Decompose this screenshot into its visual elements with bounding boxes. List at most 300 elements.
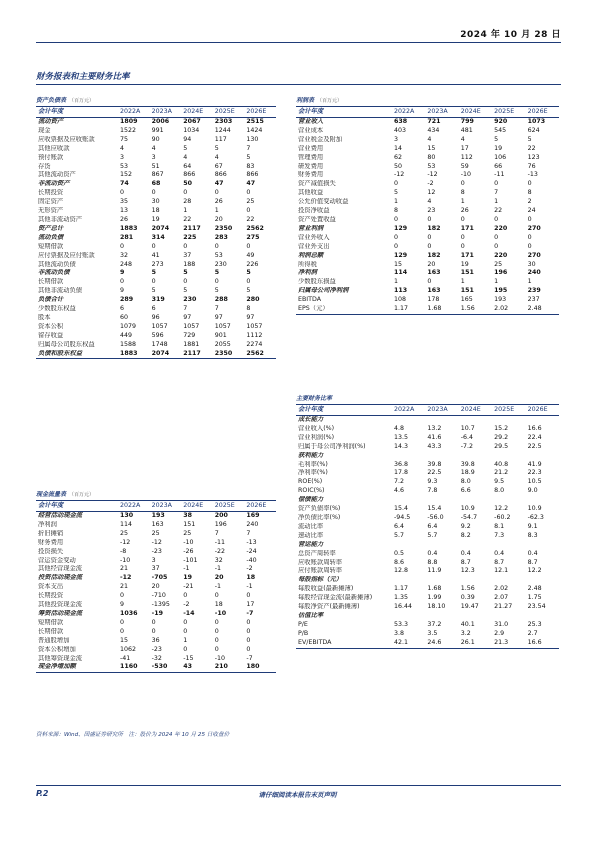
table-row: [36, 154, 276, 163]
row-value: 97: [214, 313, 223, 321]
row-value: 0: [183, 189, 188, 197]
row-label: 长期投资: [38, 189, 64, 197]
row-value: 5: [246, 269, 251, 277]
row-label: 营业外收入: [298, 233, 330, 241]
row-label: 投资净收益: [298, 207, 330, 215]
footer-rule: [36, 785, 561, 786]
table-row: [296, 487, 559, 496]
row-value: [392, 416, 425, 425]
table-row: [36, 234, 276, 243]
column-header-year: 2023A: [425, 107, 458, 118]
row-value: 0: [183, 242, 188, 250]
row-value: 0: [427, 233, 432, 241]
row-value: 31.0: [494, 620, 509, 628]
row-value: 47: [214, 180, 224, 188]
row-value: 449: [120, 331, 133, 339]
row-label: 营业收入: [298, 118, 324, 125]
row-value: 8.7: [460, 558, 471, 566]
row-value: 0: [246, 645, 251, 653]
row-label: P/B: [298, 629, 309, 637]
row-label: 长期借款: [38, 278, 64, 286]
row-value: -13: [246, 538, 257, 546]
table-row: [36, 287, 276, 296]
row-value: 1883: [120, 224, 138, 232]
row-value: -1: [183, 565, 190, 573]
table-row: [296, 496, 559, 505]
row-label: 每股指标（元）: [298, 576, 343, 584]
row-value: [425, 452, 458, 461]
row-label: 短期借款: [38, 242, 64, 250]
balance-sheet-panel: [36, 96, 276, 359]
row-value: 67: [214, 162, 223, 170]
row-value: 8.6: [394, 558, 405, 566]
column-header-year: 2022A: [392, 405, 425, 416]
row-value: [392, 612, 425, 621]
row-value: 106: [494, 153, 507, 161]
row-value: 0: [427, 278, 432, 286]
table-row: [36, 663, 276, 672]
row-value: 6.4: [394, 522, 405, 530]
row-value: 49: [246, 251, 255, 259]
row-value: 4.6: [394, 487, 405, 495]
row-value: 21.3: [492, 639, 525, 648]
row-value: 1057: [214, 322, 231, 330]
table-row: [296, 603, 559, 612]
row-value: 0: [460, 215, 465, 223]
row-value: 53: [427, 162, 436, 170]
row-value: 43: [181, 663, 213, 672]
row-value: [425, 496, 458, 505]
row-value: 15.4: [427, 505, 442, 513]
row-label: 获利能力: [298, 451, 324, 459]
column-header-year: 2026E: [244, 107, 276, 118]
row-value: [425, 576, 458, 585]
table-row: [36, 583, 276, 592]
row-value: 196: [494, 269, 508, 277]
table-row: [36, 207, 276, 216]
table-row: [36, 332, 276, 341]
table-row: [296, 576, 559, 585]
row-value: 25: [151, 529, 160, 537]
row-value: 152: [120, 171, 133, 179]
table-row: [296, 118, 559, 127]
row-label: 股本: [38, 313, 51, 321]
row-value: 9: [120, 601, 125, 609]
row-label: 净利率(%): [298, 469, 328, 477]
row-label: 净利润: [38, 520, 57, 528]
row-value: 21: [120, 565, 129, 573]
row-label: 无形资产: [38, 207, 64, 215]
row-value: 0.4: [494, 549, 505, 557]
row-label: 其他投资现金流: [38, 601, 83, 609]
table-header-row: [36, 501, 276, 512]
row-value: 51: [151, 162, 160, 170]
table-row: [296, 278, 559, 287]
row-value: 37.2: [427, 620, 442, 628]
row-value: 2.7: [527, 629, 538, 637]
row-label: 经营活动现金流: [38, 512, 83, 519]
table-row: [36, 350, 276, 359]
row-value: -12: [394, 171, 405, 179]
row-value: 281: [120, 233, 134, 241]
row-value: 5.7: [427, 531, 438, 539]
table-row: [296, 207, 559, 216]
row-value: -12: [427, 171, 438, 179]
row-value: 991: [151, 126, 164, 134]
row-value: [526, 496, 559, 505]
row-value: -94.5: [394, 513, 411, 521]
column-header-year: 2025E: [492, 405, 525, 416]
row-value: 0: [151, 242, 156, 250]
row-label: 存货: [38, 162, 51, 170]
row-value: 0: [494, 242, 499, 250]
row-value: 0: [120, 618, 125, 626]
row-value: 76: [527, 162, 536, 170]
row-value: 0: [527, 180, 532, 188]
row-value: 28: [183, 198, 192, 206]
row-value: 1809: [120, 118, 138, 125]
row-label: 少数股东损益: [298, 278, 336, 286]
row-label: 营运资金变动: [38, 556, 76, 564]
row-value: 200: [214, 512, 228, 519]
row-value: 30: [527, 260, 536, 268]
table-row: [296, 163, 559, 172]
row-value: 4: [151, 144, 156, 152]
column-header-year: 2024E: [181, 501, 213, 512]
row-label: 营业外支出: [298, 242, 330, 250]
row-value: 0: [394, 233, 399, 241]
row-value: 17.8: [394, 469, 409, 477]
row-value: 0: [151, 627, 156, 635]
row-value: -11: [214, 538, 226, 546]
table-row: [296, 434, 559, 443]
row-value: 1160: [118, 663, 150, 672]
row-value: 2350: [213, 350, 245, 359]
row-label: 现金: [38, 126, 51, 134]
row-label: 净利润: [298, 269, 317, 277]
row-value: 18.9: [460, 469, 475, 477]
table-title: [296, 96, 559, 106]
row-value: -8: [120, 547, 127, 555]
row-value: 1: [183, 207, 188, 215]
row-value: 1.99: [427, 594, 442, 602]
table-row: [296, 234, 559, 243]
row-value: 22: [246, 215, 255, 223]
income-statement-panel: [296, 96, 559, 315]
row-value: 23.54: [527, 603, 546, 611]
row-value: 545: [494, 126, 507, 134]
row-value: 8.0: [460, 478, 471, 486]
table-row: [36, 145, 276, 154]
table-header-row: [296, 405, 559, 416]
column-header-year: 2026E: [244, 501, 276, 512]
row-value: 8: [460, 189, 465, 197]
row-label: EPS（元）: [296, 305, 392, 314]
row-value: 210: [213, 663, 245, 672]
row-value: 638: [394, 118, 408, 125]
table-title-text: 现金流量表: [36, 491, 67, 498]
row-value: 40.1: [460, 620, 475, 628]
row-value: -13: [527, 171, 538, 179]
row-label: 资产总计: [38, 224, 64, 232]
table-row: [296, 443, 559, 452]
row-value: 5: [494, 135, 499, 143]
row-label: 负债合计: [38, 296, 64, 304]
row-value: 15: [120, 636, 129, 644]
row-value: [392, 496, 425, 505]
row-value: 0.4: [427, 549, 438, 557]
row-value: 2074: [151, 224, 170, 232]
row-value: 2.02: [492, 305, 525, 314]
row-value: 41: [151, 251, 160, 259]
row-value: 2.07: [494, 594, 509, 602]
column-header-year: 2022A: [118, 501, 150, 512]
row-label: 其他非流动负债: [38, 287, 83, 295]
row-label: 研发费用: [298, 162, 324, 170]
table-row: [296, 469, 559, 478]
table-row: [36, 521, 276, 530]
table-row: [296, 296, 559, 305]
row-value: 7: [214, 305, 219, 313]
table-row: [296, 287, 559, 296]
table-row: [36, 628, 276, 637]
column-header-year: 2024E: [181, 107, 213, 118]
table-row: [36, 565, 276, 574]
table-row: [296, 621, 559, 630]
table-row: [36, 136, 276, 145]
table-row: [296, 523, 559, 532]
row-value: 0: [246, 636, 251, 644]
financial-table: [296, 404, 559, 649]
row-value: 0: [246, 189, 251, 197]
header-rule: [36, 42, 561, 43]
table-row: [296, 198, 559, 207]
row-value: 62: [394, 153, 403, 161]
row-value: 12.8: [394, 567, 409, 575]
row-value: 403: [394, 126, 407, 134]
row-value: 2067: [183, 118, 201, 125]
row-value: [459, 541, 492, 550]
row-value: 29.2: [494, 433, 509, 441]
row-value: 0: [527, 215, 532, 223]
table-row: [36, 189, 276, 198]
row-value: 8.8: [427, 558, 438, 566]
row-label: 投资损失: [38, 547, 64, 555]
row-label: 每股收益(最新摊薄): [298, 585, 354, 593]
row-label: 其他收益: [298, 189, 324, 197]
table-row: [36, 619, 276, 628]
row-label: 营业收入(%): [298, 424, 335, 432]
row-value: 151: [460, 269, 474, 277]
table-row: [296, 243, 559, 252]
row-value: 6.6: [460, 487, 471, 495]
row-label: 归属于母公司净利润(%): [298, 442, 366, 450]
row-value: -12: [120, 538, 131, 546]
row-value: -710: [151, 592, 166, 600]
row-value: 2074: [150, 350, 182, 359]
row-label: ROE(%): [298, 478, 323, 486]
row-value: 1244: [214, 126, 231, 134]
row-value: 220: [494, 251, 508, 259]
row-value: -7.2: [460, 442, 474, 450]
row-value: 5: [246, 153, 251, 161]
row-value: 2274: [246, 340, 263, 348]
row-value: 50: [394, 162, 403, 170]
table-row: [296, 594, 559, 603]
row-value: 0: [120, 627, 125, 635]
row-label: ROIC(%): [298, 487, 325, 495]
row-value: 0.4: [460, 549, 471, 557]
row-value: 0: [460, 233, 465, 241]
row-value: -7: [246, 609, 254, 617]
row-value: [492, 541, 525, 550]
table-row: [296, 425, 559, 434]
row-value: 90: [151, 135, 160, 143]
row-value: 4: [120, 144, 125, 152]
row-label: 公允价值变动收益: [298, 198, 349, 206]
row-value: 0: [214, 278, 219, 286]
row-value: 5: [246, 287, 251, 295]
row-value: 163: [151, 520, 164, 528]
table-row: [296, 416, 559, 425]
row-value: -12: [151, 538, 162, 546]
row-value: 2117: [183, 224, 201, 232]
row-value: 193: [151, 512, 165, 519]
table-row: [296, 532, 559, 541]
cash-flow-panel: [36, 490, 276, 673]
row-value: 30: [151, 198, 160, 206]
row-label: 应收账款周转率: [298, 558, 343, 566]
table-header-row: [296, 107, 559, 118]
row-value: 12.1: [494, 567, 509, 575]
table-row: [296, 559, 559, 568]
row-value: 0: [246, 618, 251, 626]
table-unit: （百万元）: [317, 98, 343, 104]
row-value: 22.5: [427, 469, 442, 477]
row-value: 53.3: [394, 620, 409, 628]
row-value: 0: [183, 618, 188, 626]
row-value: 1: [183, 636, 188, 644]
row-value: 35: [120, 198, 129, 206]
table-row: [36, 655, 276, 664]
table-row: [296, 567, 559, 576]
row-label: 估值比率: [298, 611, 324, 619]
row-value: -2: [427, 180, 434, 188]
row-value: 18.10: [427, 603, 446, 611]
row-value: 13: [120, 207, 129, 215]
row-label: 少数股东权益: [38, 305, 76, 313]
row-value: 3.2: [460, 629, 471, 637]
row-value: 8.3: [527, 531, 538, 539]
row-value: [425, 416, 458, 425]
row-value: -56.0: [427, 513, 444, 521]
table-row: [296, 505, 559, 514]
row-value: 19: [151, 215, 160, 223]
row-value: 129: [394, 224, 408, 232]
row-value: 0: [151, 278, 156, 286]
row-label: P/E: [298, 620, 308, 628]
row-value: 319: [151, 296, 165, 304]
row-value: 96: [151, 313, 160, 321]
row-value: 867: [151, 171, 164, 179]
row-value: -10: [120, 556, 131, 564]
row-value: -60.2: [494, 513, 511, 521]
row-value: 0: [394, 242, 399, 250]
table-row: [296, 514, 559, 523]
row-value: 1588: [120, 340, 137, 348]
row-value: 3: [151, 556, 156, 564]
row-value: 23: [427, 207, 436, 215]
row-value: 3: [151, 153, 156, 161]
financial-table: [296, 106, 559, 315]
row-value: 16.44: [394, 603, 413, 611]
row-value: -2: [246, 565, 253, 573]
row-value: 9.1: [527, 522, 538, 530]
row-value: 0: [214, 189, 219, 197]
row-value: 151: [183, 520, 196, 528]
table-row: [36, 637, 276, 646]
column-header-year: 2023A: [150, 107, 182, 118]
row-value: 15.4: [394, 505, 409, 513]
row-value: 66: [494, 162, 503, 170]
row-value: 5: [527, 135, 532, 143]
row-value: 24: [527, 207, 536, 215]
row-label: 毛利率(%): [298, 460, 328, 468]
source-note: 资料来源：Wind、国盛证券研究所 注：股价为 2024 年 10 月 25 日收盘价: [36, 732, 230, 738]
row-value: -26: [183, 547, 194, 555]
row-label: 折旧摊销: [38, 529, 64, 537]
row-value: 22: [494, 207, 503, 215]
row-value: 4: [460, 135, 465, 143]
row-value: 0: [246, 207, 251, 215]
row-value: 40.8: [494, 460, 509, 468]
ratios-panel: [296, 394, 559, 649]
row-label: 长期投资: [38, 592, 64, 600]
row-value: 230: [214, 260, 227, 268]
row-value: 24.6: [425, 639, 458, 648]
row-value: [392, 452, 425, 461]
row-value: 80: [427, 153, 436, 161]
column-header-year: 2025E: [213, 107, 245, 118]
row-value: -2: [183, 601, 190, 609]
row-label: 短期借款: [38, 618, 64, 626]
table-row: [36, 539, 276, 548]
row-value: [526, 452, 559, 461]
row-value: 151: [460, 287, 474, 295]
row-value: 239: [527, 287, 541, 295]
table-row: [296, 225, 559, 234]
table-row: [36, 180, 276, 189]
row-value: 15.2: [494, 424, 509, 432]
row-value: [459, 612, 492, 621]
row-value: 0: [246, 242, 251, 250]
row-value: 288: [214, 296, 228, 304]
table-title-text: 主要财务比率: [296, 395, 333, 402]
row-value: 188: [183, 260, 196, 268]
row-value: 0: [494, 180, 499, 188]
table-row: [296, 541, 559, 550]
row-value: 721: [427, 118, 441, 125]
row-value: -7: [246, 654, 253, 662]
row-value: -22: [214, 547, 226, 555]
row-value: 8: [527, 189, 532, 197]
row-value: 16.6: [527, 424, 542, 432]
row-value: 0: [394, 215, 399, 223]
row-value: [526, 416, 559, 425]
row-value: 2006: [151, 118, 170, 125]
row-value: 1.17: [392, 305, 425, 314]
table-row: [36, 216, 276, 225]
